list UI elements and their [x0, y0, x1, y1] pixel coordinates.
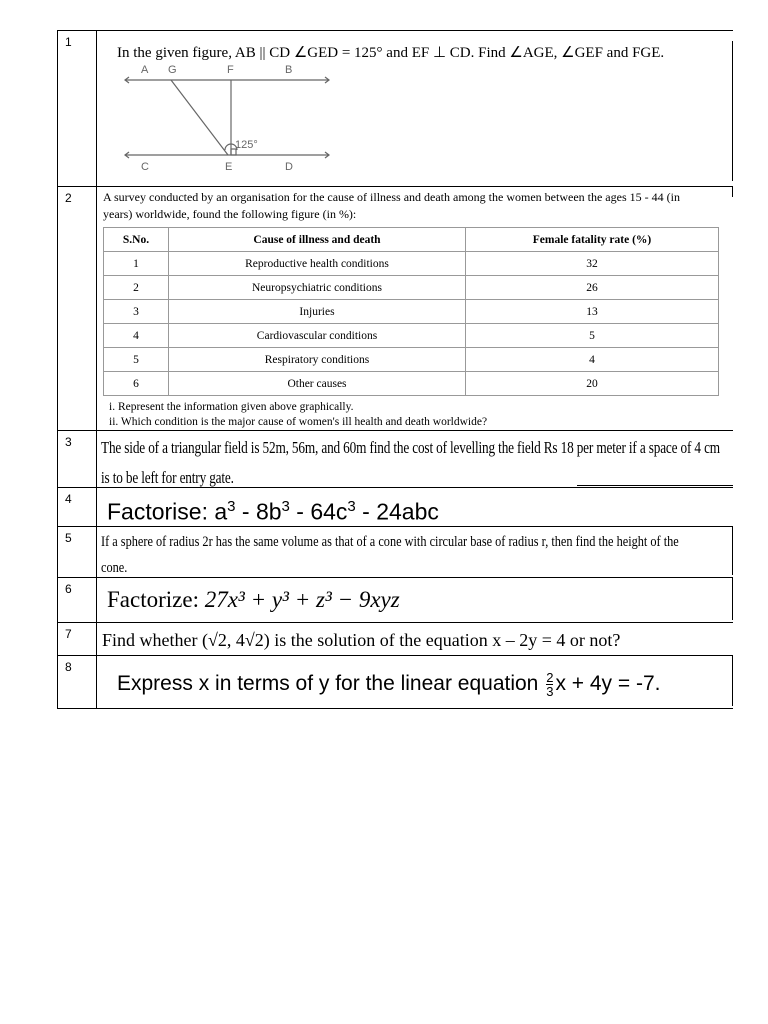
table-cell: 5: [466, 324, 719, 348]
number-column: [57, 527, 97, 577]
question-row-1: [57, 30, 733, 186]
question-number: 4: [65, 492, 72, 506]
question-row-4: [57, 487, 733, 526]
question-row-8: [57, 655, 733, 709]
question-row-7: [57, 622, 733, 655]
number-column: [57, 578, 97, 622]
exponent: 3: [347, 498, 356, 515]
table-cell: 5: [104, 348, 169, 372]
question-row-5: [57, 526, 733, 577]
expr-label: Factorize:: [107, 587, 205, 612]
table-cell: 26: [466, 276, 719, 300]
table-row: [104, 300, 719, 324]
question-row-3: [57, 430, 733, 487]
table-cell: 4: [104, 324, 169, 348]
table-cell: 32: [466, 252, 719, 276]
survey-table: [103, 227, 719, 396]
parallel-lines-figure: [121, 60, 341, 173]
question-intro-line1: A survey conducted by an organisation for the cause of illness and death among the women between the ages 15 - 44 (in: [103, 190, 680, 204]
expr-part: - 8b: [235, 498, 282, 525]
column-header: Female fatality rate (%): [466, 228, 719, 252]
table-cell: 2: [104, 276, 169, 300]
question-intro-line2: years) worldwide, found the following figure (in %):: [103, 207, 357, 221]
number-column: [57, 623, 97, 655]
table-cell: 1: [104, 252, 169, 276]
table-cell: 3: [104, 300, 169, 324]
number-column: [57, 656, 97, 708]
text-part: x + 4y = -7.: [555, 672, 661, 695]
table-cell: Respiratory conditions: [169, 348, 466, 372]
fraction-numerator: 2: [546, 669, 554, 685]
question-row-2: [57, 186, 733, 430]
table-row: [104, 252, 719, 276]
question-line1: The side of a triangular field is 52m, 56m, and 60m find the cost of levelling the field Rs 18 per meter if a space of 4 cm: [101, 438, 720, 457]
question-number: 1: [65, 35, 72, 49]
question-text: [117, 658, 729, 710]
number-column: [57, 431, 97, 487]
text-part: is the solution of the equation x – 2y = 4 or not?: [269, 630, 621, 650]
text-part: Express x in terms of y for the linear equation: [117, 672, 545, 695]
table-row: [104, 372, 719, 396]
table-cell: 6: [104, 372, 169, 396]
label-g: G: [168, 64, 177, 76]
exponent: 3: [281, 498, 290, 515]
number-column: [57, 488, 97, 526]
label-d: D: [285, 161, 293, 173]
question-line2: cone.: [101, 560, 128, 576]
exponent: 3: [227, 498, 236, 515]
number-column: [57, 187, 97, 430]
table-cell: 13: [466, 300, 719, 324]
sub-question-ii: ii. Which condition is the major cause of women's ill health and death worldwide?: [109, 416, 488, 428]
sub-question-i: i. Represent the information given above graphically.: [109, 401, 354, 413]
angle-label: 125°: [235, 139, 258, 151]
question-number: 3: [65, 435, 72, 449]
question-text: In the given figure, AB || CD ∠GED = 125° and EF ⊥ CD. Find ∠AGE, ∠GEF and FGE.: [117, 45, 665, 61]
question-text: [102, 625, 729, 655]
table-header-row: [104, 228, 719, 252]
label-e: E: [225, 161, 233, 173]
table-cell: Cardiovascular conditions: [169, 324, 466, 348]
table-cell: 4: [466, 348, 719, 372]
question-number: 6: [65, 582, 72, 596]
label-c: C: [141, 161, 149, 173]
number-column: [57, 31, 97, 186]
text-part: Find whether: [102, 630, 202, 650]
question-line2: is to be left for entry gate.: [101, 468, 234, 487]
question-number: 8: [65, 660, 72, 674]
table-row: [104, 276, 719, 300]
factorize-expression: [107, 580, 729, 620]
question-row-6: [57, 577, 733, 622]
column-header: S.No.: [104, 228, 169, 252]
factorise-expression: [107, 490, 729, 529]
label-f: F: [227, 64, 234, 76]
question-number: 5: [65, 531, 72, 545]
table-row: [104, 348, 719, 372]
table-row: [104, 324, 719, 348]
table-cell: Neuropsychiatric conditions: [169, 276, 466, 300]
transversal-ge: [171, 80, 228, 155]
question-line1: If a sphere of radius 2r has the same volume as that of a cone with circular base of radius r, then find the height of the: [101, 534, 679, 550]
table-cell: Reproductive health conditions: [169, 252, 466, 276]
point-coordinates: (√2, 4√2): [201, 630, 270, 650]
table-cell: 20: [466, 372, 719, 396]
fraction-denominator: 3: [546, 683, 554, 699]
label-b: B: [285, 64, 293, 76]
expr-part: - 24abc: [355, 498, 439, 525]
table-cell: Injuries: [169, 300, 466, 324]
label-a: A: [141, 64, 149, 76]
fraction: [546, 671, 553, 698]
column-header: Cause of illness and death: [169, 228, 466, 252]
table-cell: Other causes: [169, 372, 466, 396]
question-sheet: [57, 30, 733, 709]
expr-math: 27x³ + y³ + z³ − 9xyz: [204, 587, 400, 612]
expr-part: - 64c: [289, 498, 348, 525]
expr-part: Factorise: a: [107, 498, 228, 525]
question-number: 2: [65, 191, 72, 205]
question-number: 7: [65, 627, 72, 641]
